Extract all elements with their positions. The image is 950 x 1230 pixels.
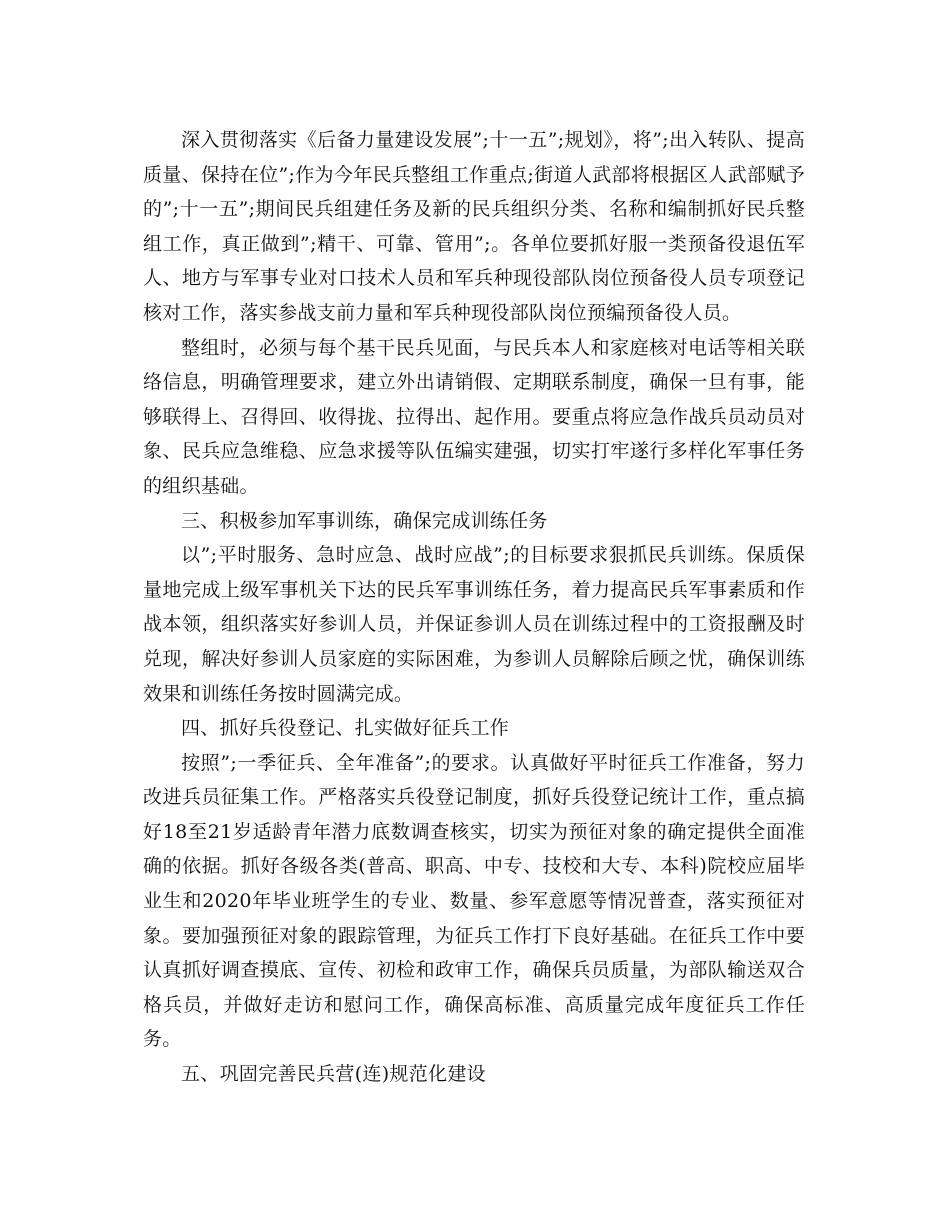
section-heading-training: 三、积极参加军事训练，确保完成训练任务 xyxy=(181,509,548,532)
section-heading-militia-camp: 五、巩固完善民兵营(连)规范化建设 xyxy=(181,1063,486,1086)
section-heading-conscription: 四、抓好兵役登记、扎实做好征兵工作 xyxy=(181,717,510,740)
paragraph-training: 以”;平时服务、急时应急、战时应战”;的目标要求狠抓民兵训练。保质保量地完成上级军事机关下达的民兵军事训练任务，着力提高民兵军事素质和作战本领，组织落实好参训人员，并保证参训人员在训练过程中的工资报酬及时兑现，解决好参训人员家庭的实际困难，为参训人员解除后顾之忧，确保训练效果和训练任务按时圆满完成。 xyxy=(143,544,805,705)
document-body xyxy=(143,123,805,1092)
paragraph-reserve-force: 深入贯彻落实《后备力量建设发展”;十一五”;规划》，将”;出入转队、提高质量、保持在位”;作为今年民兵整组工作重点;街道人武部将根据区人武部赋予的”;十一五”;期间民兵组建任务及新的民兵组织分类、名称和编制抓好民兵整组工作，真正做到”;精干、可靠、管用”;。各单位要抓好服一类预备役退伍军人、地方与军事专业对口技术人员和军兵种现役部队岗位预备役人员专项登记核对工作，落实参战支前力量和军兵种现役部队岗位预编预备役人员。 xyxy=(143,129,805,324)
paragraph-reorganization: 整组时，必须与每个基干民兵见面，与民兵本人和家庭核对电话等相关联络信息，明确管理要求，建立外出请销假、定期联系制度，确保一旦有事，能够联得上、召得回、收得拢、拉得出、起作用。要重点将应急作战兵员动员对象、民兵应急维稳、应急求援等队伍编实建强，切实打牢遂行多样化军事任务的组织基础。 xyxy=(143,336,805,497)
paragraph-conscription: 按照”;一季征兵、全年准备”;的要求。认真做好平时征兵工作准备，努力改进兵员征集工作。严格落实兵役登记制度，抓好兵役登记统计工作，重点搞好18至21岁适龄青年潜力底数调查核实，切实为预征对象的确定提供全面准确的依据。抓好各级各类(普高、职高、中专、技校和大专、本科)院校应届毕业生和2020年毕业班学生的专业、数量、参军意愿等情况普查，落实预征对象。要加强预征对象的跟踪管理，为征兵工作打下良好基础。在征兵工作中要认真抓好调查摸底、宣传、初检和政审工作，确保兵员质量，为部队输送双合格兵员，并做好走访和慰问工作，确保高标准、高质量完成年度征兵工作任务。 xyxy=(143,751,805,1051)
